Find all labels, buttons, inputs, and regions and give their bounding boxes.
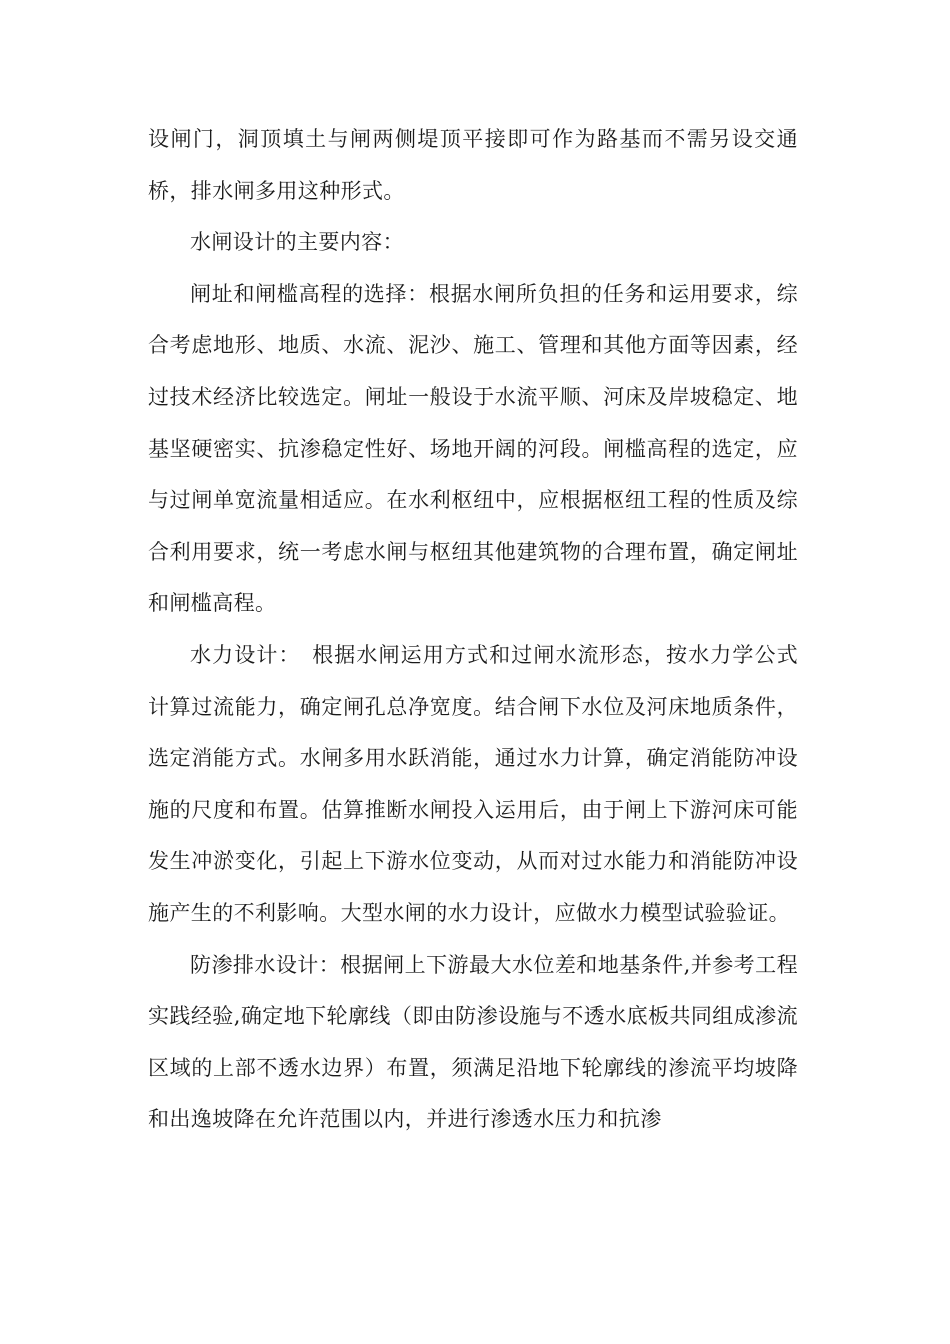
paragraph-design-content-heading: 水闸设计的主要内容：	[190, 230, 404, 255]
paragraph-seepage-design: 防渗排水设计：根据闸上下游最大水位差和地基条件,并参考工程实践经验,确定地下轮廓线（即由防渗设施与不透水底板共同组成渗流区域的上部不透水边界）布置，须满足沿地下轮廓线的渗流平均坡降和出逸坡降在允许范围以内，并进行渗透水压力和抗渗	[148, 952, 798, 1132]
document-page	[148, 114, 798, 1146]
paragraph-site-selection: 闸址和闸槛高程的选择：根据水闸所负担的任务和运用要求，综合考虑地形、地质、水流、泥沙、施工、管理和其他方面等因素，经过技术经济比较选定。闸址一般设于水流平顺、河床及岸坡稳定、地基坚硬密实、抗渗稳定性好、场地开阔的河段。闸槛高程的选定，应与过闸单宽流量相适应。在水利枢纽中，应根据枢纽工程的性质及综合利用要求，统一考虑水闸与枢纽其他建筑物的合理布置，确定闸址和闸槛高程。	[148, 281, 798, 616]
paragraph-hydraulic-design: 水力设计： 根据水闸运用方式和过闸水流形态，按水力学公式计算过流能力，确定闸孔总净宽度。结合闸下水位及河床地质条件，选定消能方式。水闸多用水跃消能，通过水力计算，确定消能防冲设施的尺度和布置。估算推断水闸投入运用后，由于闸上下游河床可能发生冲淤变化，引起上下游水位变动，从而对过水能力和消能防冲设施产生的不利影响。大型水闸的水力设计，应做水力模型试验验证。	[148, 642, 798, 925]
paragraph-continuation: 设闸门，洞顶填土与闸两侧堤顶平接即可作为路基而不需另设交通桥，排水闸多用这种形式。	[148, 127, 798, 203]
